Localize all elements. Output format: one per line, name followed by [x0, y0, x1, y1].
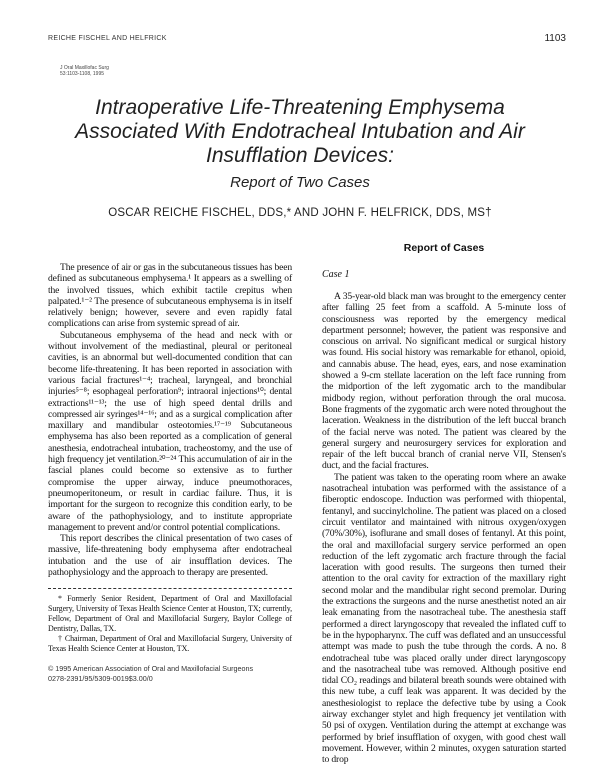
intro-paragraph: This report describes the clinical presentation of two cases of massive, life-threatening body emphysema after endotracheal intubation and the use of air insufflation devices. The pathophysiology and the approach to therapy are presented. — [48, 533, 292, 579]
copyright — [48, 664, 298, 684]
right-column — [322, 242, 566, 776]
footnote: † Chairman, Department of Oral and Maxillofacial Surgery, University of Texas Health Science Center at Houston, TX. — [48, 634, 292, 654]
authors: OSCAR REICHE FISCHEL, DDS,* AND JOHN F. HELFRICK, DDS, MS† — [108, 207, 492, 219]
article-subtitle: Report of Two Cases — [230, 174, 370, 191]
journal-volume: 53:1103-1108, 1995 — [60, 71, 105, 77]
left-column — [48, 262, 292, 776]
copyright-line: © 1995 American Association of Oral and Maxillofacial Surgeons — [48, 664, 254, 674]
article-title: Intraoperative Life-Threatening Emphysema Associated With Endotracheal Intubation and Air Insufflation Devices: — [75, 96, 525, 167]
intro-column — [48, 262, 292, 578]
footnote-divider — [48, 588, 292, 589]
running-head: REICHE FISCHEL AND HELFRICK — [48, 35, 167, 42]
footnotes — [48, 594, 292, 654]
case-paragraph: The patient was taken to the operating room where an awake nasotracheal intubation was performed with the assistance of a fiberoptic endoscope. Induction was performed with thiopental, fentanyl, and succinylcholine. The patient was placed on a closed circuit ventilator and maintained with nitrous oxygen/oxygen (70%/30%), isoflurane and small doses of fentanyl. At this point, the oral and maxillofacial surgery service performed an open reduction of the left zygomatic arch fracture through the facial laceration with good results. The surgeons then turned their attention to the oral cavity for extraction of the maxillary right second molar and the mandibular right second premolar. During the extractions the surgeons and the nurse anesthetist noted an air leak emanating from the nasotracheal tube. The anesthesia staff performed a direct laryngoscopy that revealed the inflated cuff to be in the hypopharynx. The cuff was deflated and an unsuccessful attempt was made to push the tube through the cords. A no. 8 endotracheal tube was placed orally under direct laryngoscopy and the nasotracheal tube was removed. Although positive end tidal CO₂ readings and bilateral breath sounds were obtained with this new tube, a cuff leak was apparent. It was decided by the anesthesiologist to replace the defective tube by using a Cook airway exchanger stylet and high frequency jet ventilation with 50 psi of oxygen. Ventilation during the attempt at exchange was performed by brief insufflation of oxygen, with good chest wall movement. However, within 2 minutes, oxygen saturation started to drop — [322, 471, 566, 766]
intro-paragraph: The presence of air or gas in the subcutaneous tissues has been defined as subcutaneous emphysema.¹ It appears as a swelling of the involved tissues, which exhibit tactile crepitus when palpated.¹⁻² The presence of subcutaneous emphysema is in itself relatively benign; however, severe and even rapidly fatal complications can arise from systemic spread of air. — [48, 262, 292, 330]
case-column — [322, 291, 566, 765]
footnote: * Formerly Senior Resident, Department of Oral and Maxillofacial Surgery, University of Texas Health Science Center at Houston, TX; currently, Fellow, Department of Oral and Maxillofacial Surgery, Baylor College of Dentistry, Dallas, TX. — [48, 594, 292, 634]
case-label: Case 1 — [322, 269, 350, 280]
title-block — [0, 96, 600, 220]
section-heading: Report of Cases — [403, 242, 485, 254]
case-paragraph: A 35-year-old black man was brought to the emergency center after falling 25 feet from a scaffold. A 5-minute loss of consciousness was reported by the emergency medical department personnel; however, the patient was responsive and conscious on arrival. No significant medical or surgical history was found. His social history was remarkable for ethanol, opioid, and cannabis abuse. The head, eyes, ears, and nose examination showed a 9-cm stellate laceration on the left face running from the midportion of the left zygomatic arch to the mandibular midbody region, without perforation through the oral mucosa. Bone fragments of the zygomatic arch were noted throughout the laceration. Weakness in the distribution of the left buccal branch of the facial nerve was noted. The patient was cleared by the general surgery and neurosurgery services for exploration and repair of the left buccal branch of cranial nerve VII, Stensen's duct, and the facial fractures. — [322, 291, 566, 472]
issn-line: 0278-2391/95/5309-0019$3.00/0 — [48, 674, 153, 684]
intro-paragraph: Subcutaneous emphysema of the head and neck with or without involvement of the mediastinal, pleural or peritoneal cavities, is an abnormal but well-documented condition that can become life-threatening. It has been reported in association with various facial fractures¹⁻⁴; tracheal, laryngeal, and bronchial injuries⁵⁻⁸; esophageal perforation⁹; intraoral injections¹⁰; dental extractions¹¹⁻¹³; the use of high speed dental drills and compressed air syringes¹⁴⁻¹⁶; and as a surgical complication after maxillary and mandibular osteotomies.¹⁷⁻¹⁹ Subcutaneous emphysema has also been reported as a complication of general anesthesia, endotracheal intubation, tracheostomy, and the use of high frequency jet ventilation.²⁰⁻²⁴ This accumulation of air in the fascial planes could become so extensive as to further compromise the upper airway, induce pneumothoraces, pneumoperitoneum, or result in cardiac failure. Thus, it is important for the surgeon to recognize this condition early, to be aware of the pathophysiology, and to institute appropriate management to prevent and/or control potential complications. — [48, 329, 292, 533]
page-number: 1103 — [544, 33, 566, 44]
journal-reference — [60, 65, 109, 77]
journal-name: J Oral Maxillofac Surg — [60, 65, 109, 71]
